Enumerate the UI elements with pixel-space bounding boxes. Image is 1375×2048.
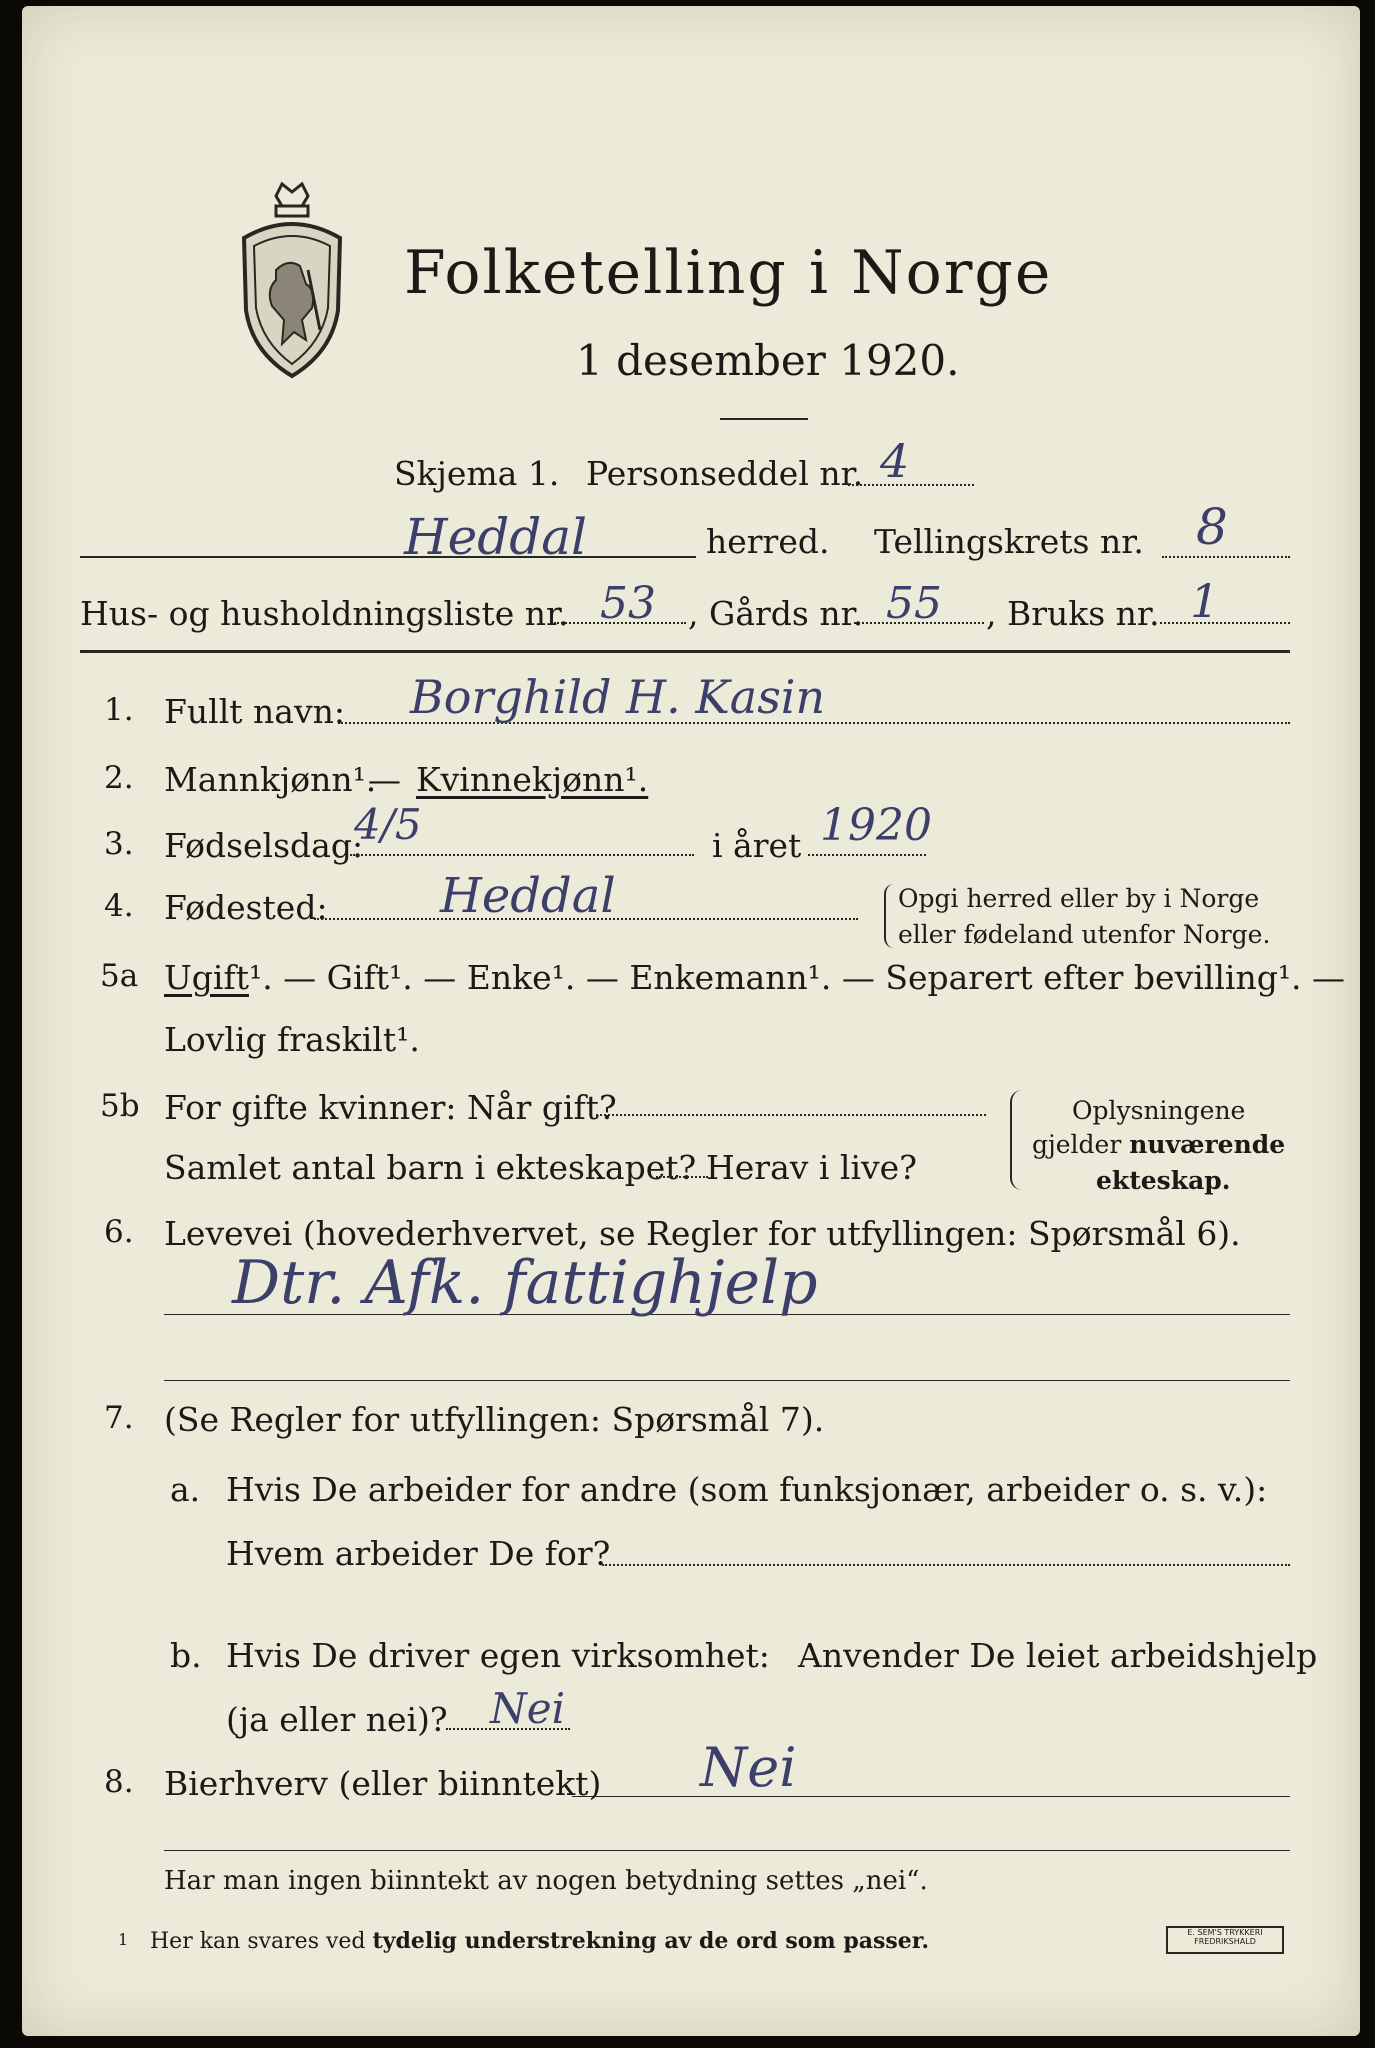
personseddel-value: 4 xyxy=(880,434,910,488)
side-income-label: Bierhverv (eller biinntekt) xyxy=(164,1764,602,1803)
q7-number: 7. xyxy=(104,1400,134,1436)
married-when-field[interactable] xyxy=(596,1114,986,1116)
sex-dash: — xyxy=(368,760,401,799)
tellingskrets-field[interactable] xyxy=(1162,556,1290,558)
q7-label: (Se Regler for utfyllingen: Spørsmål 7). xyxy=(164,1400,825,1439)
q4-number: 4. xyxy=(104,888,134,924)
q8-number: 8. xyxy=(104,1764,134,1800)
bruks-field[interactable] xyxy=(1160,622,1290,624)
census-date: 1 desember 1920. xyxy=(576,336,960,385)
norwegian-coat-of-arms-icon xyxy=(236,180,348,380)
side-income-value: Nei xyxy=(700,1736,797,1799)
married-when-label: For gifte kvinner: Når gift? xyxy=(164,1088,617,1127)
birthdate-field[interactable] xyxy=(350,854,694,856)
printer-stamp-line1: E. SEM'S TRYKKERI xyxy=(1187,1928,1263,1937)
birthplace-note-brace xyxy=(884,884,894,948)
birthdate-value: 4/5 xyxy=(354,800,422,849)
q7b-line1a: Hvis De driver egen virksomhet: xyxy=(226,1636,770,1675)
tellingskrets-value: 8 xyxy=(1196,498,1228,556)
herred-value: Heddal xyxy=(404,508,588,566)
footnote-text-b: tydelig understrekning av de ord som passer. xyxy=(372,1928,930,1954)
herred-label: herred. xyxy=(706,522,830,561)
marriage-note-line3: ekteskap. xyxy=(1096,1166,1231,1195)
bruks-label: , Bruks nr. xyxy=(986,594,1160,633)
q6-number: 6. xyxy=(104,1214,134,1250)
marital-status-options xyxy=(164,958,1345,997)
hired-help-label: (ja eller nei)? xyxy=(226,1700,448,1739)
husliste-value: 53 xyxy=(600,578,656,629)
side-income-line-2[interactable] xyxy=(164,1850,1290,1851)
sex-option-female[interactable]: Kvinnekjønn¹. xyxy=(416,760,649,799)
header-divider xyxy=(80,650,1290,653)
birthyear-value: 1920 xyxy=(820,800,932,851)
birthplace-value: Heddal xyxy=(440,868,616,924)
husliste-label: Hus- og husholdningsliste nr. xyxy=(80,594,569,633)
children-alive-label: Herav i live? xyxy=(706,1148,917,1187)
gards-value: 55 xyxy=(886,578,942,629)
marriage-note-line2a: gjelder xyxy=(1032,1130,1130,1159)
full-name-value: Borghild H. Kasin xyxy=(410,670,826,724)
children-total-field[interactable] xyxy=(656,1176,708,1178)
side-income-note: Har man ingen biinntekt av nogen betydning settes „nei“. xyxy=(164,1866,928,1896)
bruks-value: 1 xyxy=(1190,574,1220,628)
birthyear-field[interactable] xyxy=(808,854,926,856)
marital-options-rest[interactable]: ¹. — Gift¹. — Enke¹. — Enkemann¹. — Separert efter bevilling¹. — xyxy=(248,958,1346,997)
herred-field[interactable] xyxy=(80,556,696,558)
hired-help-value: Nei xyxy=(490,1684,566,1733)
form-title: Folketelling i Norge xyxy=(404,238,1053,308)
sex-option-male[interactable]: Mannkjønn¹. xyxy=(164,760,377,799)
personseddel-field[interactable] xyxy=(848,484,974,486)
q2-number: 2. xyxy=(104,760,134,796)
q4-label: Fødested: xyxy=(164,888,328,927)
marriage-note-brace xyxy=(1010,1090,1022,1190)
q5b-number: 5b xyxy=(100,1088,140,1124)
marriage-note-line2b: nuværende xyxy=(1129,1130,1286,1159)
marriage-note-line2 xyxy=(1032,1130,1285,1159)
q3-label: Fødselsdag: xyxy=(164,826,364,865)
footnote-text-a: Her kan svares ved xyxy=(150,1929,373,1954)
printer-stamp-line2: FREDRIKSHALD xyxy=(1194,1937,1256,1946)
side-income-field[interactable] xyxy=(572,1796,1290,1797)
title-divider xyxy=(720,418,808,420)
employer-field[interactable] xyxy=(602,1564,1290,1566)
q1-label: Fullt navn: xyxy=(164,692,345,731)
marital-option-ugift[interactable]: Ugift xyxy=(164,958,249,997)
marriage-note-line1: Oplysningene xyxy=(1072,1096,1246,1125)
personseddel-label: Personseddel nr. xyxy=(586,454,864,493)
gards-label: , Gårds nr. xyxy=(688,594,864,633)
employer-label: Hvem arbeider De for? xyxy=(226,1534,611,1573)
q1-number: 1. xyxy=(104,692,134,728)
q3-number: 3. xyxy=(104,826,134,862)
q7b-line1b: Anvender De leiet arbeidshjelp xyxy=(798,1636,1318,1675)
q7a-letter: a. xyxy=(170,1470,201,1509)
footnote-text xyxy=(150,1928,929,1954)
children-total-label: Samlet antal barn i ekteskapet? xyxy=(164,1148,697,1187)
occupation-line-2[interactable] xyxy=(164,1380,1290,1381)
tellingskrets-label: Tellingskrets nr. xyxy=(874,522,1144,561)
birthplace-note-line1: Opgi herred eller by i Norge xyxy=(898,884,1260,913)
marital-option-fraskilt[interactable]: Lovlig fraskilt¹. xyxy=(164,1020,420,1059)
birthyear-label: i året xyxy=(712,826,802,865)
q7a-line1: Hvis De arbeider for andre (som funksjonær, arbeider o. s. v.): xyxy=(226,1470,1268,1509)
footnote-mark: 1 xyxy=(118,1930,129,1949)
occupation-label: Levevei (hovederhvervet, se Regler for utfyllingen: Spørsmål 6). xyxy=(164,1214,1241,1253)
printer-stamp xyxy=(1166,1926,1284,1954)
birthplace-note-line2: eller fødeland utenfor Norge. xyxy=(898,920,1271,949)
occupation-value: Dtr. Afk. fattighjelp xyxy=(232,1248,818,1318)
q5a-number: 5a xyxy=(100,958,139,994)
q7b-letter: b. xyxy=(170,1636,202,1675)
schema-label: Skjema 1. xyxy=(394,454,560,493)
